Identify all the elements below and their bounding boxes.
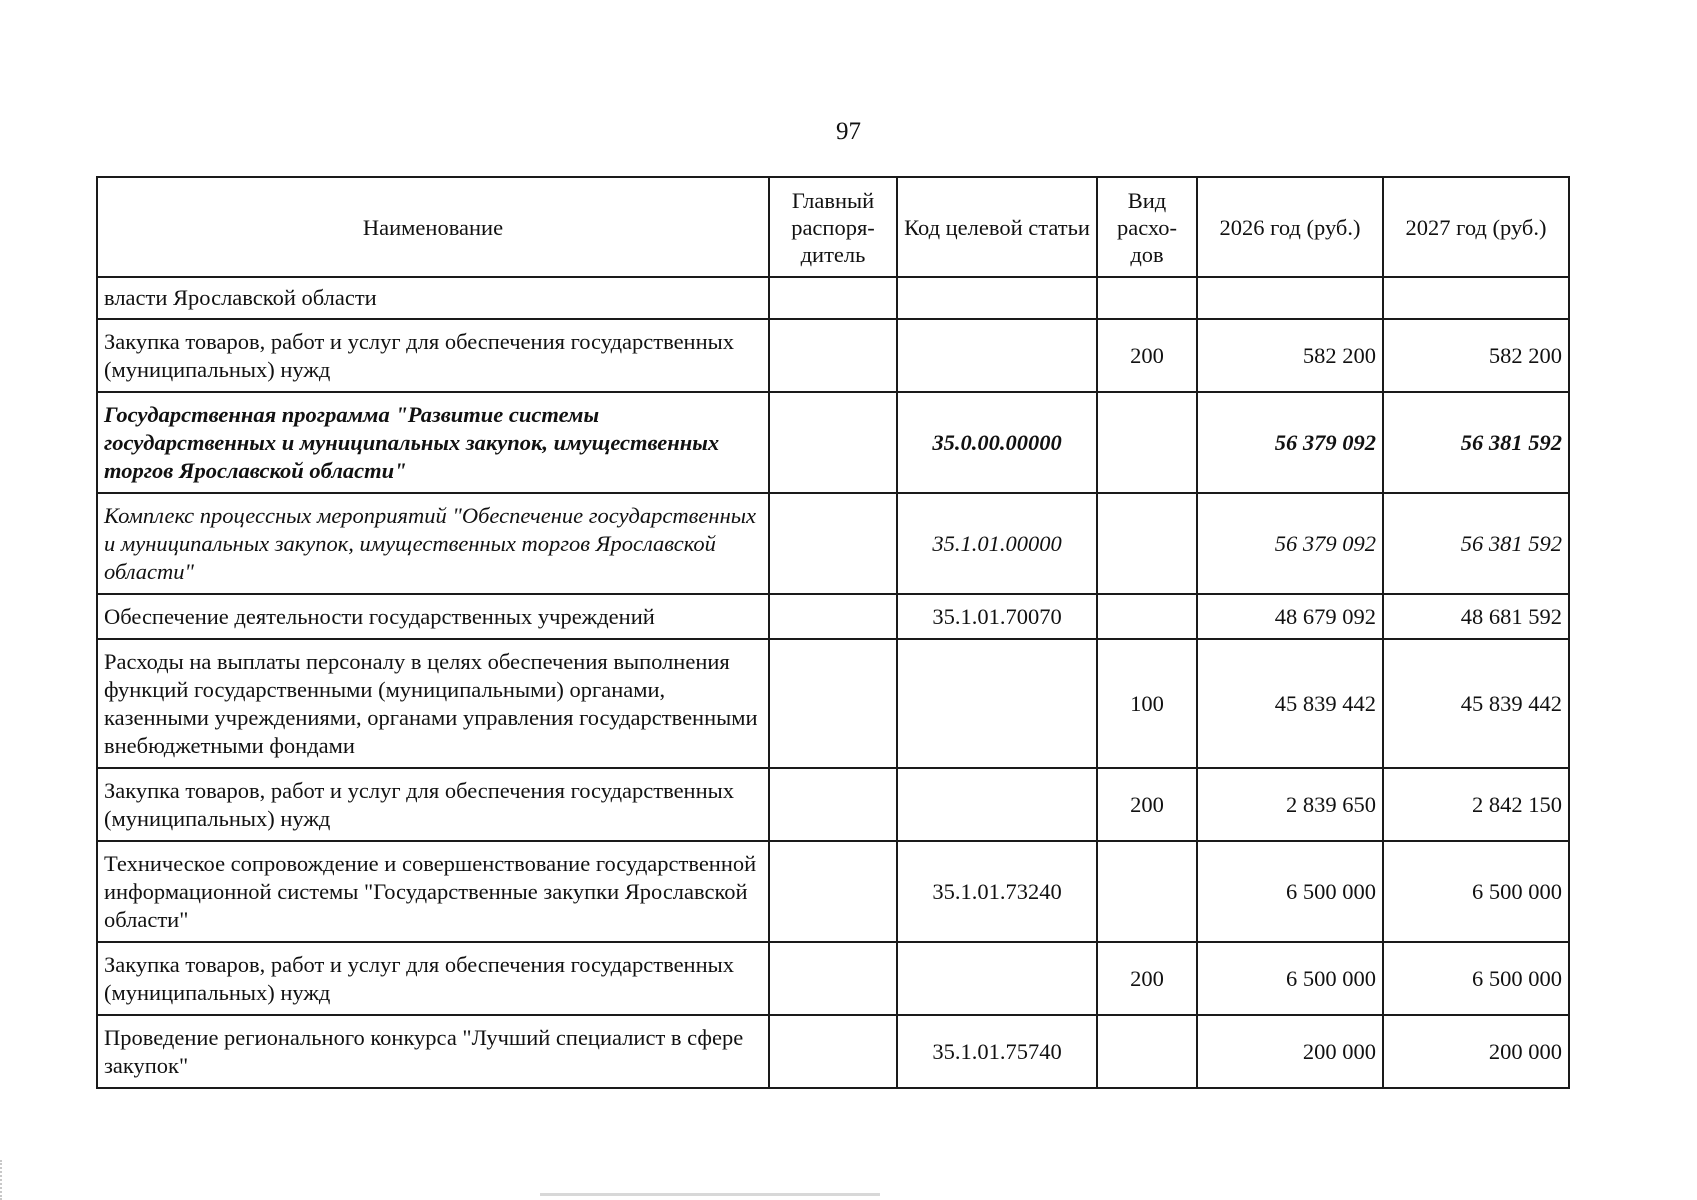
row-main-manager <box>769 319 897 392</box>
row-amount-2027: 48 681 592 <box>1383 594 1569 639</box>
row-amount-2026: 6 500 000 <box>1197 841 1383 942</box>
row-target-code <box>897 277 1097 319</box>
row-amount-2027: 45 839 442 <box>1383 639 1569 768</box>
row-amount-2026: 45 839 442 <box>1197 639 1383 768</box>
row-main-manager <box>769 942 897 1015</box>
row-name: Проведение регионального конкурса "Лучший специалист в сфере закупок" <box>97 1015 769 1088</box>
header-year-2027: 2027 год (руб.) <box>1383 177 1569 277</box>
row-name: власти Ярославской области <box>97 277 769 319</box>
table-row <box>97 594 1569 639</box>
row-target-code: 35.1.01.00000 <box>897 493 1097 594</box>
row-amount-2026: 2 839 650 <box>1197 768 1383 841</box>
edge-scan-mark <box>0 1160 4 1200</box>
row-amount-2027: 582 200 <box>1383 319 1569 392</box>
row-expense-type: 200 <box>1097 942 1197 1015</box>
row-main-manager <box>769 841 897 942</box>
row-expense-type <box>1097 1015 1197 1088</box>
row-target-code: 35.1.01.70070 <box>897 594 1097 639</box>
header-expense-type: Вид расхо-дов <box>1097 177 1197 277</box>
row-main-manager <box>769 392 897 493</box>
header-name: Наименование <box>97 177 769 277</box>
header-main-manager: Главный распоря-дитель <box>769 177 897 277</box>
table-row <box>97 493 1569 594</box>
row-amount-2026 <box>1197 277 1383 319</box>
row-main-manager <box>769 493 897 594</box>
row-expense-type: 100 <box>1097 639 1197 768</box>
table-row <box>97 319 1569 392</box>
row-target-code: 35.1.01.75740 <box>897 1015 1097 1088</box>
page-number: 97 <box>836 118 861 145</box>
row-amount-2027: 6 500 000 <box>1383 841 1569 942</box>
row-expense-type <box>1097 392 1197 493</box>
table-row <box>97 392 1569 493</box>
row-amount-2026: 582 200 <box>1197 319 1383 392</box>
row-target-code <box>897 768 1097 841</box>
row-expense-type: 200 <box>1097 319 1197 392</box>
row-main-manager <box>769 768 897 841</box>
row-name: Государственная программа "Развитие системы государственных и муниципальных закупок, имущественных торгов Ярославской области" <box>97 392 769 493</box>
row-main-manager <box>769 594 897 639</box>
row-name: Обеспечение деятельности государственных учреждений <box>97 594 769 639</box>
row-name: Закупка товаров, работ и услуг для обеспечения государственных (муниципальных) нужд <box>97 942 769 1015</box>
row-expense-type <box>1097 493 1197 594</box>
row-amount-2026: 56 379 092 <box>1197 493 1383 594</box>
header-target-code: Код целевой статьи <box>897 177 1097 277</box>
table-row <box>97 768 1569 841</box>
budget-table <box>96 176 1570 1089</box>
table-row <box>97 942 1569 1015</box>
row-target-code <box>897 639 1097 768</box>
row-amount-2027: 200 000 <box>1383 1015 1569 1088</box>
row-expense-type: 200 <box>1097 768 1197 841</box>
row-main-manager <box>769 277 897 319</box>
row-target-code: 35.0.00.00000 <box>897 392 1097 493</box>
table-row <box>97 277 1569 319</box>
row-amount-2027: 56 381 592 <box>1383 493 1569 594</box>
footer-scan-mark <box>540 1193 880 1196</box>
row-target-code <box>897 319 1097 392</box>
row-target-code <box>897 942 1097 1015</box>
row-amount-2026: 56 379 092 <box>1197 392 1383 493</box>
row-name: Расходы на выплаты персоналу в целях обеспечения выполнения функций государственными (муниципальными) органами, казенными учреждениями, органами управления государственными внебюджетными фондами <box>97 639 769 768</box>
row-name: Закупка товаров, работ и услуг для обеспечения государственных (муниципальных) нужд <box>97 768 769 841</box>
header-year-2026: 2026 год (руб.) <box>1197 177 1383 277</box>
row-amount-2026: 6 500 000 <box>1197 942 1383 1015</box>
row-name: Комплекс процессных мероприятий "Обеспечение государственных и муниципальных закупок, имущественных торгов Ярославской области" <box>97 493 769 594</box>
row-main-manager <box>769 1015 897 1088</box>
row-amount-2027 <box>1383 277 1569 319</box>
table-header-row <box>97 177 1569 277</box>
table-row <box>97 841 1569 942</box>
row-name: Техническое сопровождение и совершенствование государственной информационной системы "Государственные закупки Ярославской области" <box>97 841 769 942</box>
row-amount-2027: 6 500 000 <box>1383 942 1569 1015</box>
row-expense-type <box>1097 841 1197 942</box>
table-row <box>97 639 1569 768</box>
row-amount-2026: 200 000 <box>1197 1015 1383 1088</box>
row-main-manager <box>769 639 897 768</box>
row-target-code: 35.1.01.73240 <box>897 841 1097 942</box>
row-amount-2027: 2 842 150 <box>1383 768 1569 841</box>
row-name: Закупка товаров, работ и услуг для обеспечения государственных (муниципальных) нужд <box>97 319 769 392</box>
table-row <box>97 1015 1569 1088</box>
row-expense-type <box>1097 594 1197 639</box>
row-expense-type <box>1097 277 1197 319</box>
row-amount-2027: 56 381 592 <box>1383 392 1569 493</box>
row-amount-2026: 48 679 092 <box>1197 594 1383 639</box>
